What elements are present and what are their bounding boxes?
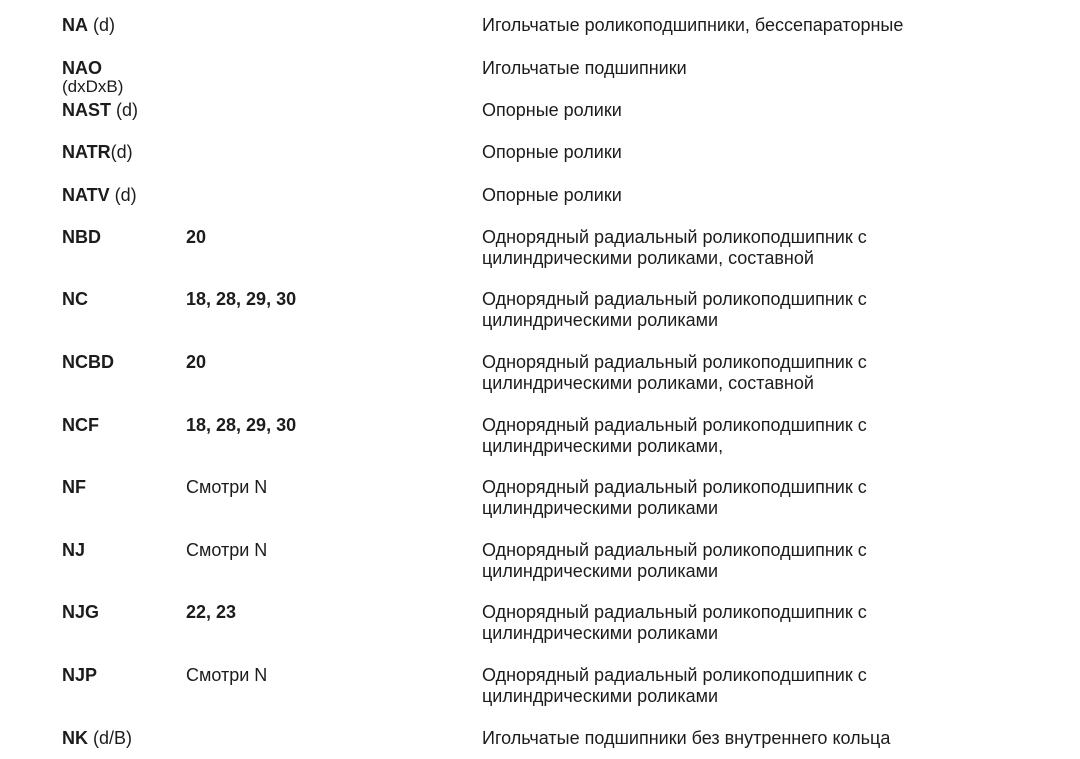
series-value: 18, 28, 29, 30 — [186, 289, 297, 309]
designation-code: NJ — [62, 540, 86, 560]
designation-code: NAO — [62, 58, 102, 78]
designation-code: NATV (d) — [62, 185, 137, 205]
description: Однорядный радиальный роликоподшипник с цилиндрическими роликами, составной — [482, 352, 867, 393]
designation-code: NA (d) — [62, 15, 115, 35]
description: Игольчатые подшипники без внутреннего кольца — [482, 728, 891, 748]
series-value: 20 — [186, 227, 207, 247]
description: Опорные ролики — [482, 142, 622, 162]
designation-code: NAST (d) — [62, 100, 138, 120]
designation-code: NC — [62, 289, 88, 309]
series-value: 20 — [186, 352, 207, 372]
series-value: Смотри N — [186, 477, 268, 497]
description: Однорядный радиальный роликоподшипник с цилиндрическими роликами, составной — [482, 227, 867, 268]
series-value: 18, 28, 29, 30 — [186, 415, 297, 435]
series-value: Смотри N — [186, 540, 268, 560]
designation-code: NF — [62, 477, 86, 497]
designation-code: NCBD — [62, 352, 114, 372]
description: Однорядный радиальный роликоподшипник с цилиндрическими роликами — [482, 602, 867, 643]
description: Однорядный радиальный роликоподшипник с цилиндрическими роликами — [482, 665, 867, 706]
designation-code: NBD — [62, 227, 101, 247]
designation-code: NATR(d) — [62, 142, 133, 162]
description: Игольчатые роликоподшипники, бессепараторные — [482, 15, 904, 35]
designation-code: NK (d/B) — [62, 728, 133, 748]
description: Опорные ролики — [482, 100, 622, 120]
description: Однорядный радиальный роликоподшипник с цилиндрическими роликами — [482, 477, 867, 518]
description: Однорядный радиальный роликоподшипник с цилиндрическими роликами — [482, 540, 867, 581]
description: Однорядный радиальный роликоподшипник с цилиндрическими роликами, — [482, 415, 867, 456]
description: Однорядный радиальный роликоподшипник с цилиндрическими роликами — [482, 289, 867, 330]
designation-code: NJG — [62, 602, 100, 622]
designation-code: NJP — [62, 665, 98, 685]
description: Игольчатые подшипники — [482, 58, 687, 78]
series-value: 22, 23 — [186, 602, 237, 622]
series-value: Смотри N — [186, 665, 268, 685]
description: Опорные ролики — [482, 185, 622, 205]
designation-code: NCF — [62, 415, 99, 435]
dimension-note: (dxDxB) — [62, 77, 124, 96]
